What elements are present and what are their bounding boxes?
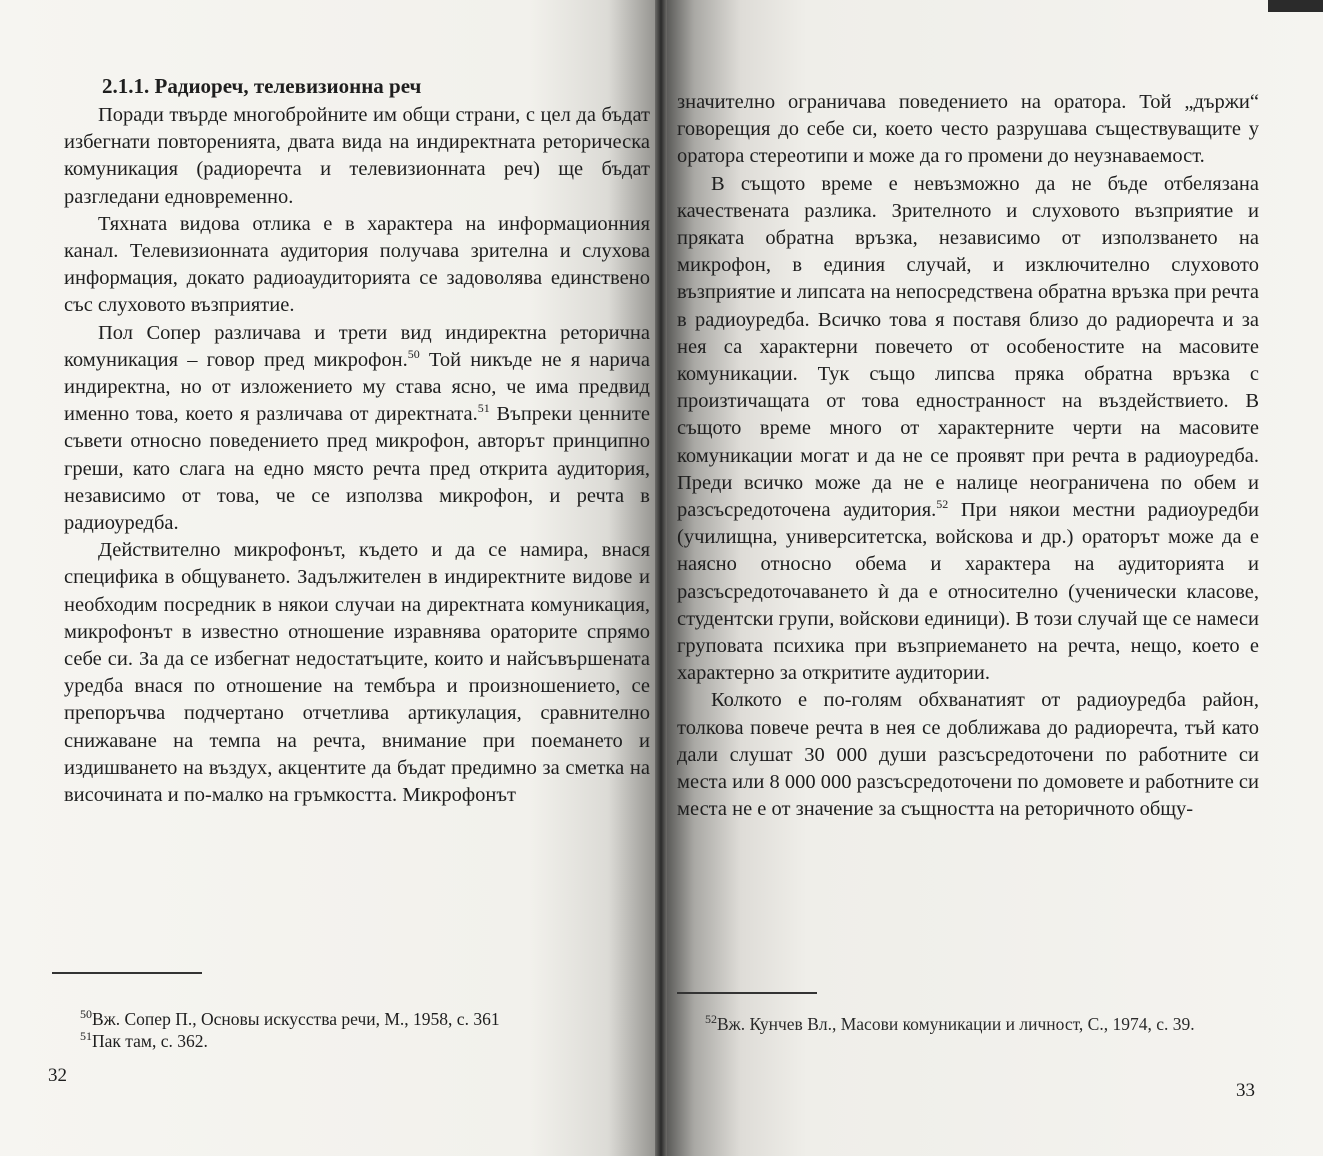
footnote-text: Вж. Кунчев Вл., Масови комуникации и личност, С., 1974, с. 39. — [717, 1014, 1195, 1034]
footnote-rule — [52, 972, 202, 974]
book-gutter — [655, 0, 667, 1156]
scan-edge-mark — [1268, 0, 1323, 12]
left-text-column — [64, 102, 650, 809]
footnote-number: 51 — [80, 1029, 92, 1044]
footnote — [80, 1030, 640, 1052]
page-number: 33 — [1236, 1080, 1255, 1101]
page-number: 32 — [48, 1065, 67, 1086]
paragraph — [64, 320, 650, 538]
paragraph: Поради твърде многобройните им общи страни, с цел да бъдат избегнати повторенията, двата вида на индиректната реторическа комуникация (радиоречта и телевизионната реч) ще бъдат разгледани едновременно. — [64, 104, 650, 208]
footnote-ref: 52 — [936, 497, 949, 512]
text-segment: Въпреки ценните съвети относно поведението пред микрофон, авторът принципно греши, като слага на едно място речта пред открита аудитория, независимо от това, че се използва микрофон, и речта в радиоуредба. — [64, 403, 650, 535]
paragraph — [677, 171, 1259, 688]
footnote-rule — [677, 992, 817, 994]
footnote — [80, 1008, 640, 1030]
text-segment: При някои местни радиоуредби (училищна, университетска, войскова и др.) ораторът може да е наясно относно обема и характера на аудиторията и разсъсредоточаването ѝ да е относително (ученически класове, студентски групи, войскови единици). В този случай ще се намеси груповата психика при възприемането на речта, нещо, което е характерно за откритите аудитории. — [677, 499, 1259, 685]
footnote-ref: 50 — [407, 347, 420, 361]
paragraph: значително ограничава поведението на оратора. Той „държи“ говорещия до себе си, което често разрушава съществуващите у оратора стереотипи и може да го промени до неузнаваемост. — [677, 91, 1259, 168]
left-page — [0, 0, 661, 1156]
text-segment: Той никъде не я нарича индиректна, но от изложението му става ясно, че има предвид именно това, което я различава от директната. — [64, 348, 650, 426]
section-heading: 2.1.1. Радиореч, телевизионна реч — [102, 74, 422, 98]
right-text-column — [677, 89, 1259, 823]
footnote-number: 52 — [705, 1012, 717, 1027]
paragraph: Тяхната видова отлика е в характера на информационния канал. Телевизионната аудитория получава зрителна и слухова информация, докато радиоаудиторията се задоволява единствено със слуховото възприятие. — [64, 212, 650, 317]
text-segment: Пол Сопер различава и трети вид индиректна реторична комуникация – говор пред микрофон. — [64, 321, 650, 371]
footnote-ref: 51 — [477, 401, 490, 416]
footnotes — [677, 1013, 1259, 1035]
footnotes — [80, 1008, 640, 1052]
paragraph: Колкото е по-голям обхванатият от радиоуредба район, толкова повече речта в нея се доближава до радиоречта, тъй като дали слушат 30 000 души разсъсредоточени по работните си места или 8 000 000 разсъсредоточени по домовете и работните си места не е от значение за същността на реторичното общу- — [677, 689, 1259, 821]
footnote-number: 50 — [80, 1007, 92, 1022]
right-page — [661, 0, 1323, 1156]
footnote-text: Вж. Сопер П., Основы искусства речи, М., 1958, с. 361 — [92, 1009, 500, 1029]
footnote — [677, 1013, 1259, 1035]
footnote-text: Пак там, с. 362. — [92, 1031, 208, 1051]
paragraph: Действително микрофонът, където и да се намира, внася специфика в общуването. Задължителен в индиректните видове и необходим посредник в някои случаи на директната комуникация, микрофонът в известно отношение изравнява ораторите спрямо себе си. За да се избегнат недостатъците, които и найсъвършената уредба внася по отношение на тембъра и произношението, се препоръчва подчертано отчетлива артикулация, сравнително снижаване на темпа на речта, внимание при поемането и издишването на въздух, акцентите да бъдат предимно за сметка на височината и по-малко на гръмкостта. Микрофонът — [64, 539, 650, 807]
text-segment: В същото време е невъзможно да не бъде отбелязана качествената разлика. Зрителното и слуховото възприятие и пряката обратна връзка, независимо от използването на микрофон, в единия случай, и изключително слуховото възприятие и липсата на непосредствена обратна връзка при речта в радиоуредба. Всичко това я поставя близо до радиоречта и за нея са характерни повечето от особеностите на масовите комуникации. Тук също липсва пряка обратна връзка с произтичащата от това едностранност на въздействието. В същото време много от характерните черти на масовите комуникации могат и да не се проявят при речта в радиоуредба. Преди всичко може да не е налице неограничена по обем и разсъсредоточена аудитория. — [677, 172, 1259, 522]
